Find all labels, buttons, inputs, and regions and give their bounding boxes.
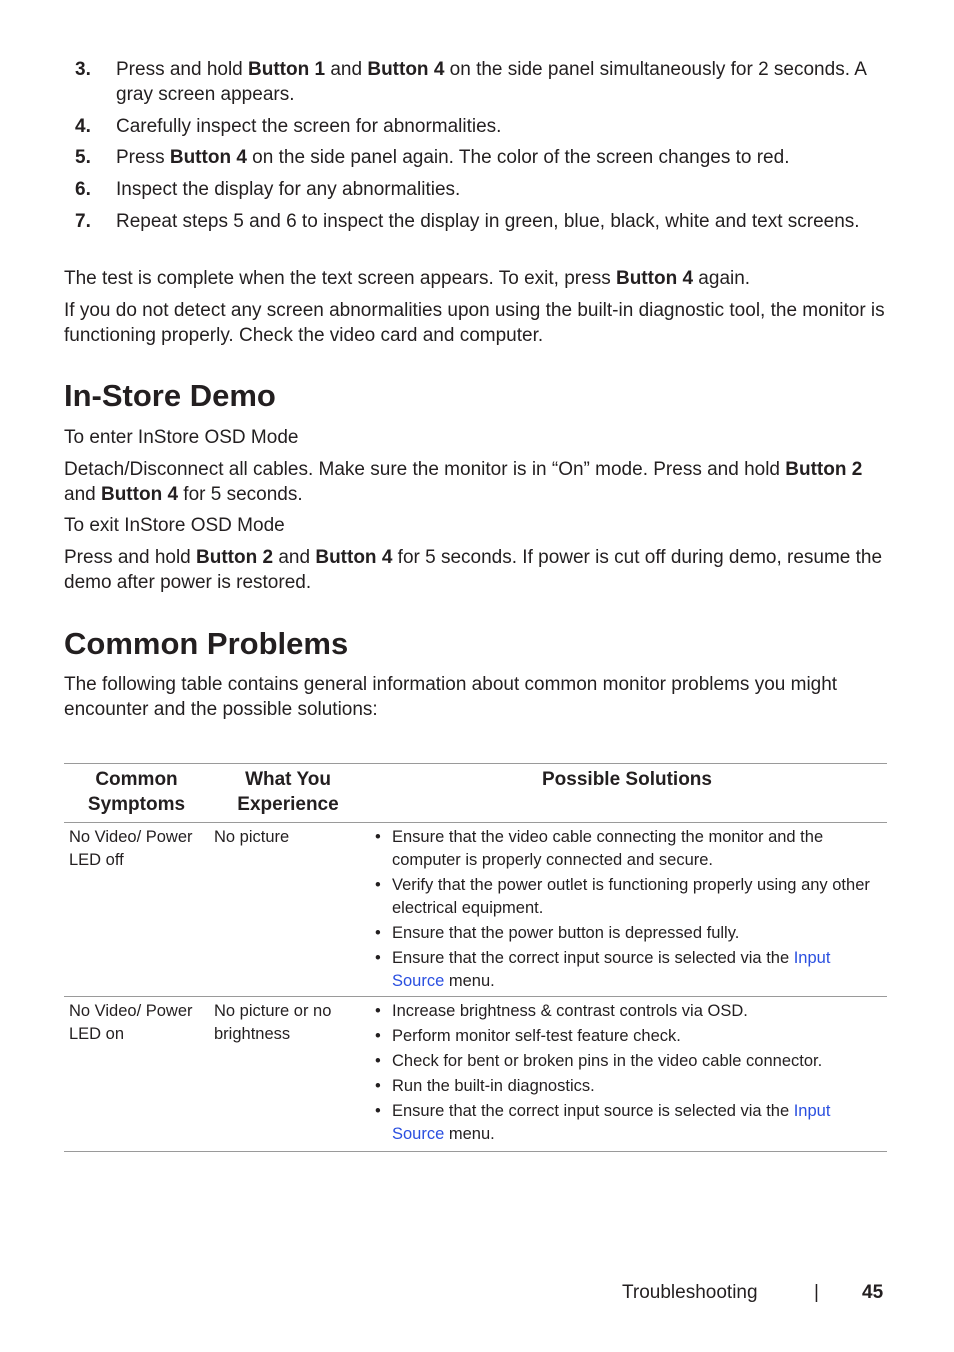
- table-row: [64, 823, 887, 997]
- text-run: for 5 seconds. If power is cut off during demo, resume the demo after power is restored.: [64, 547, 883, 593]
- step-number: 3.: [75, 59, 91, 80]
- text-run: on the side panel again. The color of the screen changes to red.: [246, 147, 790, 168]
- text-run: Run the built-in diagnostics.: [392, 1077, 595, 1095]
- bold-text: Button 4: [169, 147, 247, 168]
- bold-text: Button 4: [100, 484, 179, 505]
- text-run: Press and hold: [116, 59, 249, 80]
- text-run: Check for bent or broken pins in the video cable connector.: [392, 1052, 823, 1070]
- bullet-icon: •: [375, 828, 381, 846]
- input-source-link[interactable]: Input Source: [392, 1102, 831, 1143]
- step-text: [116, 177, 886, 202]
- bullet-icon: •: [375, 1002, 381, 1020]
- symptom-cell: No Video/ Power LED on: [69, 1002, 193, 1043]
- text-run: The test is complete when the text screen appears. To exit, press: [64, 268, 616, 289]
- experience-cell: No picture: [214, 828, 290, 846]
- bold-text: Button 2: [785, 459, 863, 480]
- text-run: on the side panel simultaneously for 2 seconds. A gray screen appears.: [116, 59, 866, 105]
- step-text: [116, 145, 886, 170]
- no-abnormalities-text: If you do not detect any screen abnormalities upon using the built-in diagnostic tool, the monitor is functioning properly. Check the video card and computer.: [64, 300, 885, 346]
- text-run: Verify that the power outlet is functioning properly using any other electrical equipment.: [392, 876, 870, 917]
- instore-exit-title: To exit InStore OSD Mode: [64, 515, 285, 536]
- text-run: for 5 seconds.: [178, 484, 303, 505]
- text-run: Ensure that the power button is depressed fully.: [392, 924, 740, 942]
- text-run: menu.: [444, 972, 495, 990]
- solution-item: [372, 1050, 883, 1073]
- bullet-icon: •: [375, 1052, 381, 1070]
- solution-item: [372, 1100, 883, 1146]
- bold-text: Button 4: [367, 59, 445, 80]
- header-what-you-experience: What You Experience: [237, 769, 339, 815]
- instore-enter-title: To enter InStore OSD Mode: [64, 427, 299, 448]
- step-number: 7.: [75, 211, 91, 232]
- text-run: and: [64, 484, 101, 505]
- bullet-icon: •: [375, 876, 381, 894]
- text-run: Detach/Disconnect all cables. Make sure the monitor is in “On” mode. Press and hold: [64, 459, 786, 480]
- solution-item: [372, 922, 883, 945]
- solutions-list: [372, 826, 883, 993]
- instore-enter-body: [64, 457, 887, 507]
- common-problems-table: [64, 763, 887, 1152]
- common-problems-heading: Common Problems: [64, 626, 349, 661]
- footer-page-number: 45: [862, 1282, 884, 1303]
- text-run: Repeat steps 5 and 6 to inspect the display in green, blue, black, white and text screens.: [116, 211, 860, 232]
- test-complete-text: [64, 266, 887, 291]
- input-source-link[interactable]: Input Source: [392, 949, 831, 990]
- table-row: [64, 997, 887, 1152]
- instore-demo-heading: In-Store Demo: [64, 378, 276, 413]
- bold-text: Button 4: [615, 268, 694, 289]
- step-text: [116, 114, 886, 139]
- step-number: 6.: [75, 179, 91, 200]
- solution-item: [372, 874, 883, 920]
- text-run: and: [273, 547, 316, 568]
- text-run: Carefully inspect the screen for abnormalities.: [116, 116, 502, 137]
- solution-item: [372, 947, 883, 993]
- bold-text: Button 1: [248, 59, 326, 80]
- header-possible-solutions: Possible Solutions: [542, 769, 712, 790]
- text-run: and: [325, 59, 368, 80]
- experience-cell: No picture or no brightness: [214, 1002, 332, 1043]
- table-header-row: [64, 764, 887, 823]
- bullet-icon: •: [375, 949, 381, 967]
- text-run: again.: [693, 268, 751, 289]
- bold-text: Button 4: [315, 547, 393, 568]
- text-run: Inspect the display for any abnormalities.: [116, 179, 461, 200]
- bullet-icon: •: [375, 924, 381, 942]
- text-run: menu.: [444, 1125, 495, 1143]
- step-number: 5.: [75, 147, 91, 168]
- text-run: Increase brightness & contrast controls via OSD.: [392, 1002, 748, 1020]
- bullet-icon: •: [375, 1027, 381, 1045]
- text-run: Ensure that the video cable connecting the monitor and the computer is properly connected and secure.: [392, 828, 824, 869]
- bullet-icon: •: [375, 1102, 381, 1120]
- symptom-cell: No Video/ Power LED off: [69, 828, 193, 869]
- text-run: Press and hold: [64, 547, 197, 568]
- solution-item: [372, 1075, 883, 1098]
- text-run: Press: [116, 147, 170, 168]
- solution-item: [372, 826, 883, 872]
- step-number: 4.: [75, 116, 91, 137]
- bold-text: Button 2: [196, 547, 274, 568]
- common-problems-intro: The following table contains general information about common monitor problems you might encounter and the possible solutions:: [64, 674, 838, 720]
- footer-section-label: Troubleshooting: [622, 1282, 758, 1303]
- footer-separator: |: [814, 1282, 819, 1303]
- solution-item: [372, 1000, 883, 1023]
- step-text: [116, 209, 886, 234]
- step-text: [116, 57, 886, 107]
- instore-exit-body: [64, 545, 887, 595]
- text-run: Ensure that the correct input source is selected via the: [392, 1102, 794, 1120]
- header-common-symptoms: Common Symptoms: [87, 769, 186, 815]
- text-run: Perform monitor self-test feature check.: [392, 1027, 681, 1045]
- bullet-icon: •: [375, 1077, 381, 1095]
- text-run: Ensure that the correct input source is selected via the: [392, 949, 794, 967]
- solution-item: [372, 1025, 883, 1048]
- solutions-cell: [367, 823, 887, 997]
- solutions-cell: [367, 997, 887, 1152]
- solutions-list: [372, 1000, 883, 1146]
